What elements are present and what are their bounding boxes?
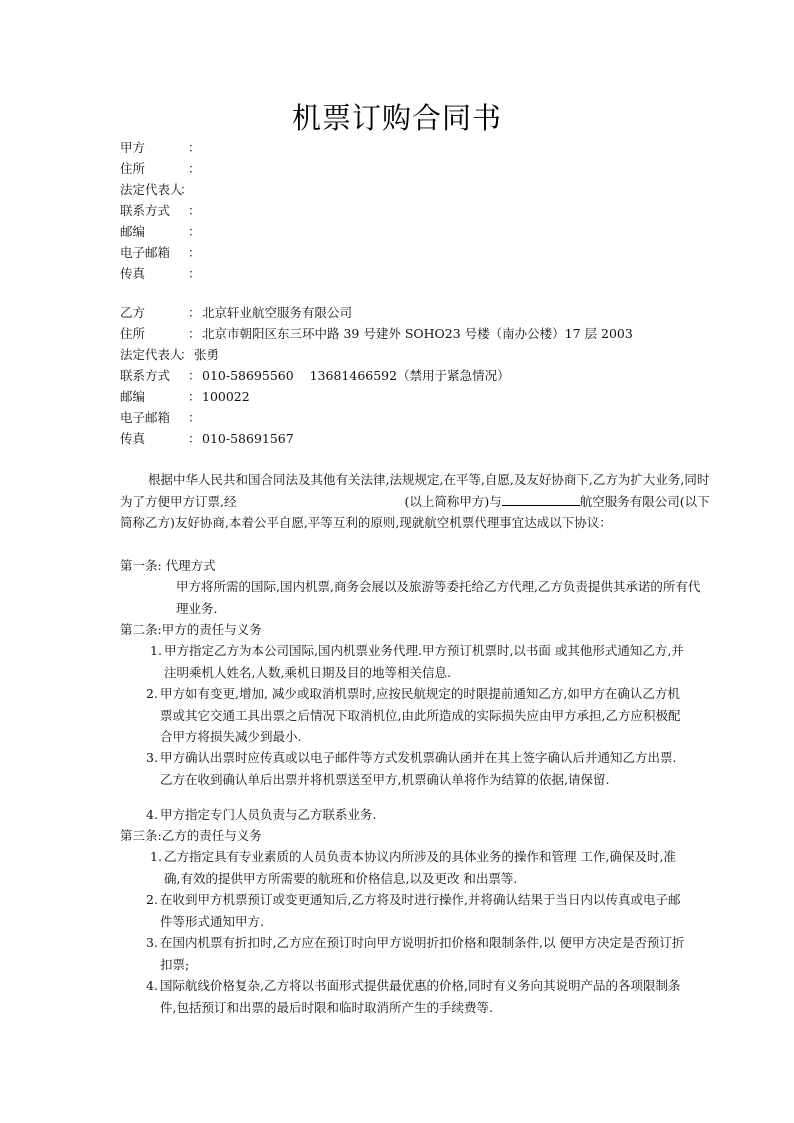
field-value: 010-58695560 13681466592（禁用于紧急情况） <box>202 368 510 383</box>
item-text: 甲方指定专门人员负责与乙方联系业务. <box>160 807 377 822</box>
preamble-text-2: (以上简称甲方)与 <box>404 493 502 509</box>
field-colon: ： <box>188 431 201 446</box>
preamble-text-1: 根据中华人民共和国合同法及其他有关法律,法规规定,在平等,自愿,及友好协商下,乙方为扩大业务,同时为了方便甲方订票,经 <box>120 472 710 509</box>
field-value: 北京市朝阳区东三环中路 39 号建外 SOHO23 号楼（南办公楼）17 层 2003 <box>202 326 633 341</box>
field-colon: ： <box>188 245 201 260</box>
field-label: 法定代表人 <box>120 182 183 197</box>
field-label: 法定代表人 <box>120 347 183 362</box>
field-label: 传真 <box>120 266 146 281</box>
field-colon: ： <box>180 347 193 362</box>
blank-underline <box>502 492 580 506</box>
item-number: 2. <box>146 686 158 701</box>
item-number: 3. <box>146 750 158 765</box>
field-colon: ： <box>188 389 201 404</box>
document-title: 机票订购合同书 <box>291 101 502 135</box>
item-number: 1. <box>150 643 162 658</box>
field-label: 乙方 <box>120 305 146 320</box>
field-colon: ： <box>188 140 201 155</box>
field-label: 联系方式 <box>120 368 171 383</box>
field-label: 电子邮箱 <box>120 245 171 260</box>
item-text: 甲方指定乙方为本公司国际,国内机票业务代理.甲方预订机票时,以书面 或其他形式通知乙方,并注明乘机人姓名,人数,乘机日期及目的地等相关信息. <box>164 643 684 680</box>
field-label: 传真 <box>120 431 146 446</box>
field-label: 联系方式 <box>120 203 171 218</box>
item-number: 1. <box>150 849 162 864</box>
item-text: 在国内机票有折扣时,乙方应在预订时向甲方说明折扣价格和限制条件,以 便甲方决定是否预订折扣票; <box>160 935 685 972</box>
article-1-body: 甲方将所需的国际,国内机票,商务会展以及旅游等委托给乙方代理,乙方负责提供其承诺的所有代理业务. <box>176 579 701 616</box>
field-colon: ： <box>188 410 201 425</box>
field-colon: ： <box>180 182 193 197</box>
field-value: 100022 <box>202 389 250 404</box>
item-number: 2. <box>146 892 158 907</box>
field-label: 电子邮箱 <box>120 410 171 425</box>
field-colon: ： <box>188 266 201 281</box>
field-colon: ： <box>188 203 201 218</box>
field-label: 住所 <box>120 161 146 176</box>
field-label: 邮编 <box>120 224 146 239</box>
field-colon: ： <box>188 224 201 239</box>
preamble-paragraph <box>120 469 714 534</box>
field-label: 住所 <box>120 326 146 341</box>
field-value: 北京轩业航空服务有限公司 <box>202 305 353 320</box>
field-colon: ： <box>188 305 201 320</box>
item-text: 国际航线价格复杂,乙方将以书面形式提供最优惠的价格,同时有义务向其说明产品的各项限制条件,包括预订和出票的最后时限和临时取消所产生的手续费等. <box>160 978 681 1015</box>
item-number: 4. <box>146 978 158 993</box>
item-text: 在收到甲方机票预订或变更通知后,乙方将及时进行操作,并将确认结果于当日内以传真或电子邮件等形式通知甲方. <box>160 892 681 929</box>
item-number: 4. <box>146 807 158 822</box>
article-2-heading: 第二条:甲方的责任与义务 <box>120 622 262 637</box>
article-1-heading: 第一条: 代理方式 <box>120 558 216 573</box>
preamble-text-3: 航空服务有限公司(以下简称乙方)友好协商,本着公平自愿,平等互利的原则,现就航空机票代理事宜达成以下协议： <box>120 493 710 530</box>
field-label: 甲方 <box>120 140 146 155</box>
field-value: 010-58691567 <box>202 431 294 446</box>
item-text: 甲方确认出票时应传真或以电子邮件等方式发机票确认函并在其上签字确认后并通知乙方出票.乙方在收到确认单后出票并将机票送至甲方,机票确认单将作为结算的依据,请保留. <box>160 750 677 787</box>
item-text: 乙方指定具有专业素质的人员负责本协议内所涉及的具体业务的操作和管理 工作,确保及时,准确,有效的提供甲方所需要的航班和价格信息,以及更改 和出票等. <box>164 849 676 886</box>
article-3-heading: 第三条:乙方的责任与义务 <box>120 828 262 843</box>
field-label: 邮编 <box>120 389 146 404</box>
field-value: 张勇 <box>194 347 220 362</box>
item-number: 3. <box>146 935 158 950</box>
item-text: 甲方如有变更,增加, 减少或取消机票时,应按民航规定的时限提前通知乙方,如甲方在确认乙方机票或其它交通工具出票之后情况下取消机位,由此所造成的实际损失应由甲方承担,乙方应积极配合甲方将损失减少到最小. <box>160 686 681 744</box>
field-colon: ： <box>188 326 201 341</box>
field-colon: ： <box>188 368 201 383</box>
field-colon: ： <box>188 161 201 176</box>
